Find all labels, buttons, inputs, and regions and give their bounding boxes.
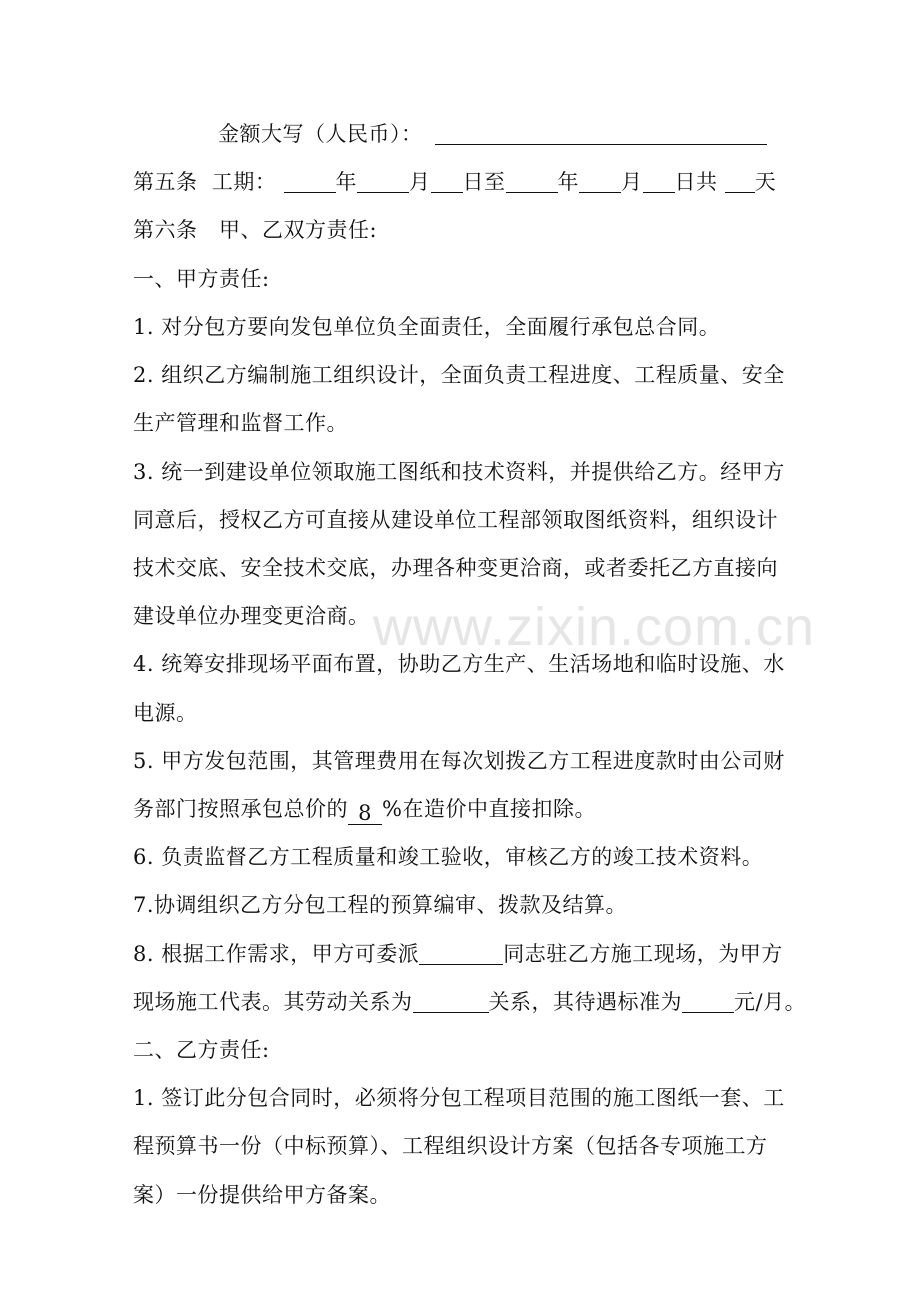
labor-text-before: 现场施工代表。其劳动关系为 [133, 990, 413, 1014]
party-a-item-4-line-1: 4. 统筹安排现场平面布置，协助乙方生产、生活场地和临时设施、水 [133, 652, 785, 676]
day-total-text: 日共 [674, 170, 718, 194]
period-label: 工期： [211, 170, 277, 194]
end-day-blank[interactable] [643, 170, 675, 193]
salary-blank[interactable] [682, 990, 734, 1013]
party-a-item-6: 6. 负责监督乙方工程质量和竣工验收，审核乙方的竣工技术资料。 [133, 845, 764, 869]
party-a-item-8-line-2 [133, 987, 806, 1017]
party-a-item-1: 1. 对分包方要向发包单位负全面责任，全面履行承包总合同。 [133, 315, 721, 339]
delegate-text-after: 同志驻乙方施工现场，为甲方 [503, 942, 783, 966]
fee-percent-field[interactable]: 8 [348, 802, 382, 825]
days-text: 天 [754, 170, 777, 194]
party-a-item-3-line-4: 建设单位办理变更洽商。 [133, 604, 370, 628]
party-a-item-2-line-1: 2. 组织乙方编制施工组织设计，全面负责工程进度、工程质量、安全 [133, 363, 785, 387]
start-year-blank[interactable] [284, 170, 336, 193]
party-a-item-7: 7.协调组织乙方分包工程的预算编审、拨款及结算。 [133, 893, 628, 917]
party-a-item-5-line-1: 5. 甲方发包范围，其管理费用在每次划拨乙方工程进度款时由公司财 [133, 749, 785, 773]
start-month-blank[interactable] [357, 170, 409, 193]
party-a-item-3-line-1: 3. 统一到建设单位领取施工图纸和技术资料，并提供给乙方。经甲方 [133, 460, 785, 484]
party-b-item-1-line-3: 案）一份提供给甲方备案。 [133, 1183, 391, 1207]
party-a-item-5-line-2 [133, 794, 596, 825]
party-a-item-8-line-1 [133, 939, 783, 969]
party-a-item-3-line-2: 同意后，授权乙方可直接从建设单位工程部领取图纸资料，组织设计 [133, 508, 778, 532]
party-b-item-1-line-2: 程预算书一份（中标预算）、工程组织设计方案（包括各专项施工方 [133, 1134, 768, 1158]
labor-text-after: 元/月。 [734, 990, 807, 1014]
delegate-name-blank[interactable] [419, 942, 503, 965]
end-year-blank[interactable] [506, 170, 558, 193]
amount-blank[interactable] [435, 122, 767, 145]
year-text-2: 年 [557, 170, 580, 194]
end-month-blank[interactable] [579, 170, 621, 193]
party-b-item-1-line-1: 1. 签订此分包合同时，必须将分包工程项目范围的施工图纸一套、工 [133, 1086, 785, 1110]
party-a-item-2-line-2: 生产管理和监督工作。 [133, 411, 348, 435]
article-6-line [133, 215, 377, 245]
article-6-label: 第六条 [133, 218, 198, 242]
party-a-item-4-line-2: 电源。 [133, 701, 198, 725]
day-to-text: 日至 [462, 170, 506, 194]
watermark: www.zixin.com.cn [373, 597, 816, 657]
fee-text-before: 务部门按照承包总价的 [133, 797, 348, 821]
labor-text-mid: 关系，其待遇标准为 [488, 990, 682, 1014]
year-text: 年 [335, 170, 358, 194]
article-5-line [133, 167, 776, 197]
total-days-blank[interactable] [725, 170, 755, 193]
amount-label: 金额大写（人民币）： [218, 122, 423, 146]
party-a-item-3-line-3: 技术交底、安全技术交底，办理各种变更洽商，或者委托乙方直接向 [133, 556, 778, 580]
labor-relation-blank[interactable] [413, 990, 489, 1013]
fee-text-after: %在造价中直接扣除。 [382, 797, 596, 821]
month-text: 月 [409, 170, 431, 194]
delegate-text-before: 8. 根据工作需求，甲方可委派 [133, 942, 420, 966]
article-6-title: 甲、乙双方责任: [219, 218, 378, 242]
amount-line [218, 119, 767, 149]
party-a-heading: 一、甲方责任: [133, 267, 270, 291]
start-day-blank[interactable] [431, 170, 463, 193]
month-text-2: 月 [621, 170, 643, 194]
party-b-heading: 二、乙方责任: [133, 1038, 270, 1062]
article-5-label: 第五条 [133, 170, 198, 194]
